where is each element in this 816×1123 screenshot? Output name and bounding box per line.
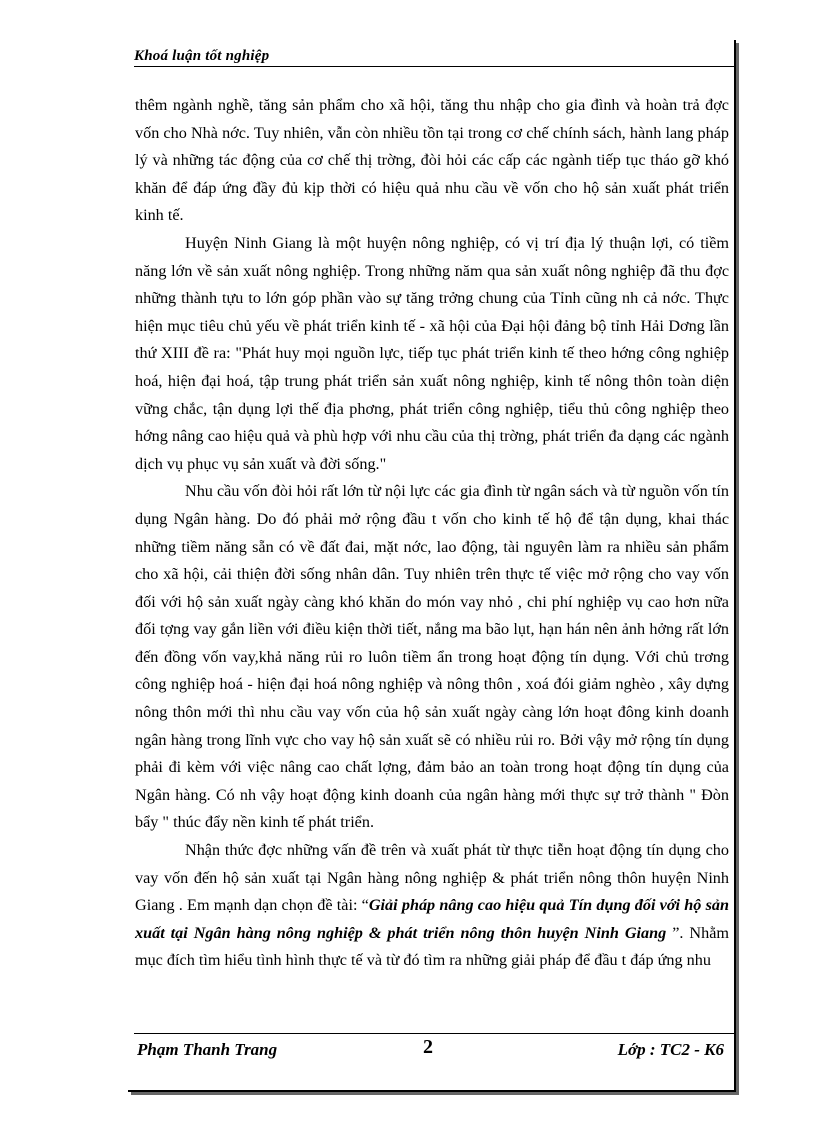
footer-rule [134, 1033, 734, 1034]
footer-author: Phạm Thanh Trang [137, 1040, 278, 1059]
thesis-topic: Giải pháp nâng cao hiệu quả Tín dụng đối với hộ sản xuất tại Ngân hàng nông nghiệp & phát triển nông thôn huyện Ninh Giang [135, 896, 729, 942]
document-body [135, 92, 729, 975]
header-title: Khoá luận tốt nghiệp [134, 48, 270, 64]
page-number: 2 [423, 1036, 433, 1058]
paragraph-1: thêm ngành nghề, tăng sản phẩm cho xã hội, tăng thu nhập cho gia đình và hoàn trả đợc vốn cho Nhà nớc. Tuy nhiên, vẫn còn nhiều tồn tại trong cơ chế chính sách, hành lang pháp lý và những tác động của cơ chế thị trờng, đòi hỏi các cấp các ngành tiếp tục tháo gỡ khó khăn để đáp ứng đầy đủ kịp thời có hiệu quả nhu cầu về vốn cho hộ sản xuất phát triển kinh tế. [135, 96, 729, 225]
paragraph-4-text: Nhận thức đợc những vấn đề trên và xuất phát từ thực tiễn hoạt động tín dụng cho vay vốn đến hộ sản xuất tại Ngân hàng nông nghiệp & phát triển nông thôn huyện Ninh Giang . Em mạnh dạn chọn đề tài: “ [135, 841, 729, 915]
header-rule [134, 66, 734, 67]
paragraph-3: Nhu cầu vốn đòi hỏi rất lớn từ nội lực các gia đình từ ngân sách và từ nguồn vốn tín dụng Ngân hàng. Do đó phải mở rộng đầu t vốn cho kinh tế hộ để tận dụng, khai thác những tiềm năng sẵn có về đất đai, mặt nớc, lao động, tài nguyên làm ra nhiều sản phẩm cho xã hội, cải thiện đời sống nhân dân. Tuy nhiên trên thực tế việc mở rộng cho vay vốn đối với hộ sản xuất ngày càng khó khăn do món vay nhỏ , chi phí nghiệp vụ cao hơn nữa đối tợng vay gắn liền với điều kiện thời tiết, nắng ma bão lụt, hạn hán nên ảnh hởng rất lớn đến đồng vốn vay,khả năng rủi ro luôn tiềm ẩn trong hoạt động tín dụng. Với chủ trơng công nghiệp hoá - hiện đại hoá nông nghiệp và nông thôn , xoá đói giảm nghèo , xây dựng nông thôn mới thì nhu cầu vay vốn của hộ sản xuất ngày càng lớn hoạt đông kinh doanh ngân hàng trong lĩnh vực cho vay hộ sản xuất sẽ có nhiều rủi ro. Bởi vậy mở rộng tín dụng phải đi kèm với việc nâng cao chất lợng, đảm bảo an toàn trong hoạt động tín dụng của Ngân hàng. Có nh vậy hoạt động kinh doanh của ngân hàng mới thực sự trở thành " Đòn bẩy " thúc đẩy nền kinh tế phát triển. [135, 482, 729, 832]
paragraph-4-continuation: ”. Nhằm mục đích tìm hiểu tình hình thực tế và từ đó tìm ra những giải pháp để đầu t đáp ứng nhu [135, 923, 729, 970]
footer-class: Lớp : TC2 - K6 [617, 1040, 724, 1059]
paragraph-4 [135, 837, 729, 975]
paragraph-2: Huyện Ninh Giang là một huyện nông nghiệp, có vị trí địa lý thuận lợi, có tiềm năng lớn về sản xuất nông nghiệp. Trong những năm qua sản xuất nông nghiệp đã thu đợc những thành tựu to lớn góp phần vào sự tăng trởng chung của Tỉnh cũng nh cả nớc. Thực hiện mục tiêu chủ yếu về phát triển kinh tế - xã hội của Đại hội đảng bộ tỉnh Hải Dơng lần thứ XIII đề ra: "Phát huy mọi nguồn lực, tiếp tục phát triển kinh tế theo hớng công nghiệp hoá, hiện đại hoá, tập trung phát triển sản xuất nông nghiệp, kinh tế nông thôn toàn diện vững chắc, tận dụng lợi thế địa phơng, phát triển công nghiệp, tiểu thủ công nghiệp theo hớng nâng cao hiệu quả và phù hợp với nhu cầu của thị trờng, phát triển đa dạng các ngành dịch vụ phục vụ sản xuất và đời sống." [135, 233, 729, 473]
